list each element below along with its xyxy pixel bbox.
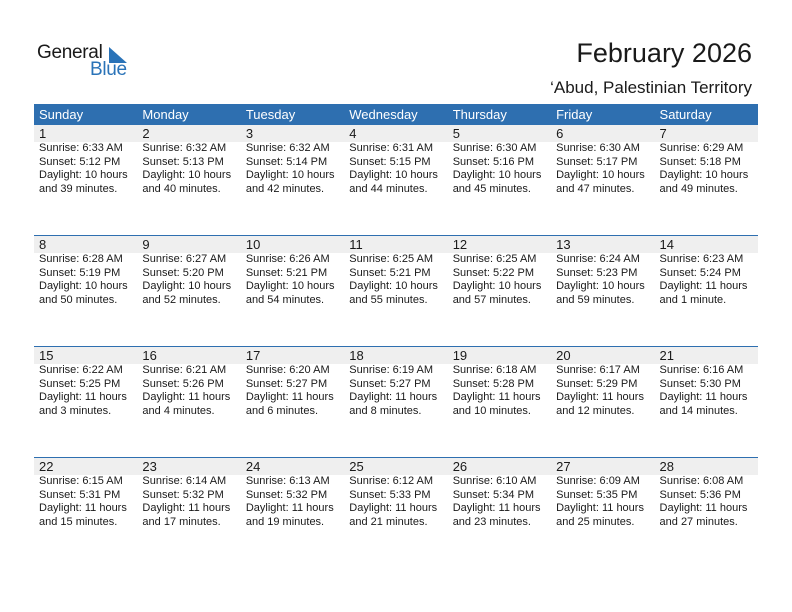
sunset-text: Sunset: 5:15 PM [349, 155, 431, 168]
sunset-text: Sunset: 5:16 PM [452, 155, 535, 168]
weekday-header-row [34, 104, 758, 125]
daylight-minutes-text: and 4 minutes. [142, 404, 215, 417]
sunset-text: Sunset: 5:17 PM [556, 155, 638, 168]
daylight-minutes-text: and 49 minutes. [659, 182, 738, 195]
day-number: 21 [659, 348, 674, 363]
daylight-text: Daylight: 10 hours [245, 280, 335, 292]
daylight-text: Daylight: 11 hours [245, 391, 334, 403]
day-cell [241, 364, 344, 418]
day-number: 18 [349, 348, 364, 363]
sunset-text: Sunset: 5:28 PM [452, 377, 535, 390]
day-cell [137, 364, 240, 418]
sunset-text: Sunset: 5:32 PM [245, 488, 328, 501]
sunset-text: Sunset: 5:14 PM [245, 155, 328, 168]
day-cell [137, 253, 240, 307]
daylight-text: Daylight: 11 hours [659, 280, 748, 292]
daylight-minutes-text: and 6 minutes. [245, 404, 318, 417]
day-cell [655, 364, 758, 418]
weeks-container [34, 125, 758, 568]
sunset-text: Sunset: 5:34 PM [452, 488, 535, 501]
date-number-row [34, 236, 758, 253]
day-number: 5 [452, 126, 460, 141]
day-number: 22 [39, 459, 54, 474]
day-cell [655, 142, 758, 196]
daylight-text: Daylight: 10 hours [39, 280, 128, 292]
daylight-text: Daylight: 10 hours [349, 169, 438, 181]
day-number: 1 [39, 126, 47, 141]
daylight-minutes-text: and 23 minutes. [452, 515, 531, 528]
date-number-row [34, 125, 758, 142]
day-cell [34, 253, 137, 307]
sunrise-text: Sunrise: 6:28 AM [39, 253, 123, 265]
date-number-row [34, 458, 758, 475]
sunset-text: Sunset: 5:25 PM [39, 377, 121, 390]
sunrise-text: Sunrise: 6:08 AM [659, 475, 744, 487]
day-info-row [34, 253, 758, 307]
day-cell [448, 475, 551, 529]
page-title: February 2026 [576, 38, 752, 68]
day-cell [448, 142, 551, 196]
sunset-text: Sunset: 5:26 PM [142, 377, 224, 390]
day-number: 27 [556, 459, 571, 474]
daylight-text: Daylight: 11 hours [556, 502, 644, 514]
daylight-minutes-text: and 59 minutes. [556, 293, 635, 306]
day-cell [34, 364, 137, 418]
day-number: 4 [349, 126, 357, 141]
day-number: 3 [245, 126, 254, 141]
daylight-minutes-text: and 39 minutes. [39, 182, 118, 195]
daylight-text: Daylight: 10 hours [39, 169, 128, 181]
sunrise-text: Sunrise: 6:13 AM [245, 475, 330, 487]
daylight-text: Daylight: 10 hours [349, 280, 438, 292]
sunrise-text: Sunrise: 6:21 AM [142, 364, 227, 376]
sunset-text: Sunset: 5:21 PM [245, 266, 328, 279]
daylight-text: Daylight: 11 hours [452, 391, 541, 403]
daylight-minutes-text: and 47 minutes. [556, 182, 635, 195]
sunset-text: Sunset: 5:35 PM [556, 488, 638, 501]
sunrise-text: Sunrise: 6:30 AM [556, 142, 640, 154]
sunrise-text: Sunrise: 6:12 AM [349, 475, 434, 487]
sunset-text: Sunset: 5:23 PM [556, 266, 638, 279]
daylight-minutes-text: and 44 minutes. [349, 182, 428, 195]
daylight-minutes-text: and 25 minutes. [556, 515, 635, 528]
daylight-minutes-text: and 50 minutes. [39, 293, 118, 306]
day-number: 7 [659, 126, 667, 141]
daylight-text: Daylight: 10 hours [245, 169, 335, 181]
sunrise-text: Sunrise: 6:33 AM [39, 142, 123, 154]
daylight-text: Daylight: 10 hours [142, 169, 232, 181]
daylight-text: Daylight: 11 hours [452, 502, 541, 514]
daylight-minutes-text: and 1 minute. [659, 293, 727, 306]
day-cell [34, 142, 137, 196]
sunrise-text: Sunrise: 6:16 AM [659, 364, 744, 376]
daylight-minutes-text: and 3 minutes. [39, 404, 112, 417]
day-info-row [34, 142, 758, 196]
day-cell [344, 364, 447, 418]
day-number: 6 [556, 126, 564, 141]
daylight-minutes-text: and 52 minutes. [142, 293, 221, 306]
sunset-text: Sunset: 5:21 PM [349, 266, 431, 279]
day-cell [241, 475, 344, 529]
sunrise-text: Sunrise: 6:32 AM [142, 142, 227, 154]
day-cell [344, 475, 447, 529]
sunrise-text: Sunrise: 6:10 AM [452, 475, 537, 487]
daylight-minutes-text: and 12 minutes. [556, 404, 635, 417]
sunrise-text: Sunrise: 6:25 AM [349, 253, 434, 265]
daylight-text: Daylight: 11 hours [142, 391, 231, 403]
week-row [34, 457, 758, 568]
sunrise-text: Sunrise: 6:30 AM [452, 142, 537, 154]
day-cell [448, 364, 551, 418]
day-number: 19 [452, 348, 468, 363]
daylight-text: Daylight: 11 hours [245, 502, 334, 514]
day-number: 14 [659, 237, 674, 252]
sunrise-text: Sunrise: 6:26 AM [245, 253, 330, 265]
sunrise-text: Sunrise: 6:14 AM [142, 475, 227, 487]
daylight-minutes-text: and 40 minutes. [142, 182, 221, 195]
daylight-minutes-text: and 8 minutes. [349, 404, 422, 417]
day-cell [551, 142, 654, 196]
weekday-tuesday: Tuesday [245, 107, 296, 122]
sunset-text: Sunset: 5:24 PM [659, 266, 741, 279]
day-cell [551, 364, 654, 418]
daylight-minutes-text: and 10 minutes. [452, 404, 531, 417]
daylight-minutes-text: and 54 minutes. [245, 293, 325, 306]
day-number: 25 [349, 459, 364, 474]
daylight-text: Daylight: 11 hours [659, 502, 748, 514]
daylight-text: Daylight: 10 hours [142, 280, 232, 292]
daylight-text: Daylight: 10 hours [556, 280, 645, 292]
sunrise-text: Sunrise: 6:22 AM [39, 364, 123, 376]
sunrise-text: Sunrise: 6:15 AM [39, 475, 123, 487]
daylight-text: Daylight: 10 hours [556, 169, 645, 181]
sunset-text: Sunset: 5:36 PM [659, 488, 741, 501]
week-row [34, 346, 758, 457]
date-number-row [34, 347, 758, 364]
sunset-text: Sunset: 5:13 PM [142, 155, 224, 168]
daylight-minutes-text: and 42 minutes. [245, 182, 325, 195]
day-info-row [34, 364, 758, 418]
sunset-text: Sunset: 5:31 PM [39, 488, 121, 501]
day-number: 12 [452, 237, 468, 252]
sunrise-text: Sunrise: 6:25 AM [452, 253, 537, 265]
daylight-text: Daylight: 10 hours [659, 169, 749, 181]
weekday-sunday: Sunday [39, 107, 84, 122]
day-number: 13 [556, 237, 571, 252]
daylight-text: Daylight: 11 hours [142, 502, 231, 514]
day-number: 8 [39, 237, 47, 252]
daylight-text: Daylight: 11 hours [659, 391, 748, 403]
calendar-grid [34, 104, 758, 568]
daylight-text: Daylight: 10 hours [452, 280, 542, 292]
day-number: 15 [39, 348, 54, 363]
weekday-friday: Friday [556, 107, 593, 122]
day-number: 20 [556, 348, 571, 363]
week-row [34, 125, 758, 235]
sunrise-text: Sunrise: 6:18 AM [452, 364, 537, 376]
sunset-text: Sunset: 5:29 PM [556, 377, 638, 390]
day-cell [344, 253, 447, 307]
daylight-minutes-text: and 14 minutes. [659, 404, 738, 417]
day-cell [137, 142, 240, 196]
sunset-text: Sunset: 5:27 PM [245, 377, 328, 390]
day-number: 23 [142, 459, 157, 474]
day-number: 10 [245, 237, 261, 252]
day-cell [655, 253, 758, 307]
day-info-row [34, 475, 758, 529]
daylight-text: Daylight: 11 hours [349, 502, 438, 514]
weekday-thursday: Thursday [452, 107, 507, 122]
sunset-text: Sunset: 5:20 PM [142, 266, 224, 279]
weekday-monday: Monday [142, 107, 189, 122]
sunrise-text: Sunrise: 6:31 AM [349, 142, 434, 154]
location-subtitle: ‘Abud, Palestinian Territory [550, 78, 752, 97]
sunset-text: Sunset: 5:22 PM [452, 266, 535, 279]
day-cell [241, 253, 344, 307]
day-number: 28 [659, 459, 674, 474]
day-number: 26 [452, 459, 468, 474]
daylight-minutes-text: and 57 minutes. [452, 293, 531, 306]
daylight-minutes-text: and 19 minutes. [245, 515, 325, 528]
week-row [34, 235, 758, 346]
sunrise-text: Sunrise: 6:29 AM [659, 142, 744, 154]
day-cell [551, 475, 654, 529]
day-number: 17 [245, 348, 261, 363]
daylight-minutes-text: and 21 minutes. [349, 515, 428, 528]
daylight-text: Daylight: 11 hours [39, 391, 127, 403]
daylight-minutes-text: and 15 minutes. [39, 515, 118, 528]
daylight-text: Daylight: 11 hours [556, 391, 644, 403]
daylight-minutes-text: and 55 minutes. [349, 293, 428, 306]
day-cell [655, 475, 758, 529]
day-cell [34, 475, 137, 529]
weekday-wednesday: Wednesday [349, 107, 418, 122]
sunrise-text: Sunrise: 6:17 AM [556, 364, 640, 376]
sunset-text: Sunset: 5:30 PM [659, 377, 741, 390]
daylight-minutes-text: and 27 minutes. [659, 515, 738, 528]
day-number: 9 [142, 237, 150, 252]
sunrise-text: Sunrise: 6:09 AM [556, 475, 640, 487]
day-cell [137, 475, 240, 529]
day-cell [448, 253, 551, 307]
day-number: 11 [349, 237, 363, 252]
day-number: 2 [142, 126, 150, 141]
day-cell [241, 142, 344, 196]
sunset-text: Sunset: 5:12 PM [39, 155, 121, 168]
sunrise-text: Sunrise: 6:24 AM [556, 253, 640, 265]
sunrise-text: Sunrise: 6:27 AM [142, 253, 227, 265]
day-cell [551, 253, 654, 307]
daylight-text: Daylight: 10 hours [452, 169, 542, 181]
sunrise-text: Sunrise: 6:32 AM [245, 142, 330, 154]
logo [37, 42, 137, 82]
sunset-text: Sunset: 5:32 PM [142, 488, 224, 501]
sunrise-text: Sunrise: 6:20 AM [245, 364, 330, 376]
sunrise-text: Sunrise: 6:19 AM [349, 364, 434, 376]
logo-blue-text: Blue [90, 59, 127, 80]
daylight-text: Daylight: 11 hours [349, 391, 438, 403]
daylight-text: Daylight: 11 hours [39, 502, 127, 514]
day-cell [344, 142, 447, 196]
sunset-text: Sunset: 5:33 PM [349, 488, 431, 501]
sunset-text: Sunset: 5:18 PM [659, 155, 741, 168]
daylight-minutes-text: and 45 minutes. [452, 182, 531, 195]
weekday-saturday: Saturday [659, 107, 712, 122]
sunrise-text: Sunrise: 6:23 AM [659, 253, 744, 265]
sunset-text: Sunset: 5:19 PM [39, 266, 121, 279]
daylight-minutes-text: and 17 minutes. [142, 515, 221, 528]
logo-general-text: General [37, 42, 103, 63]
sunset-text: Sunset: 5:27 PM [349, 377, 431, 390]
day-number: 24 [245, 459, 261, 474]
day-number: 16 [142, 348, 157, 363]
